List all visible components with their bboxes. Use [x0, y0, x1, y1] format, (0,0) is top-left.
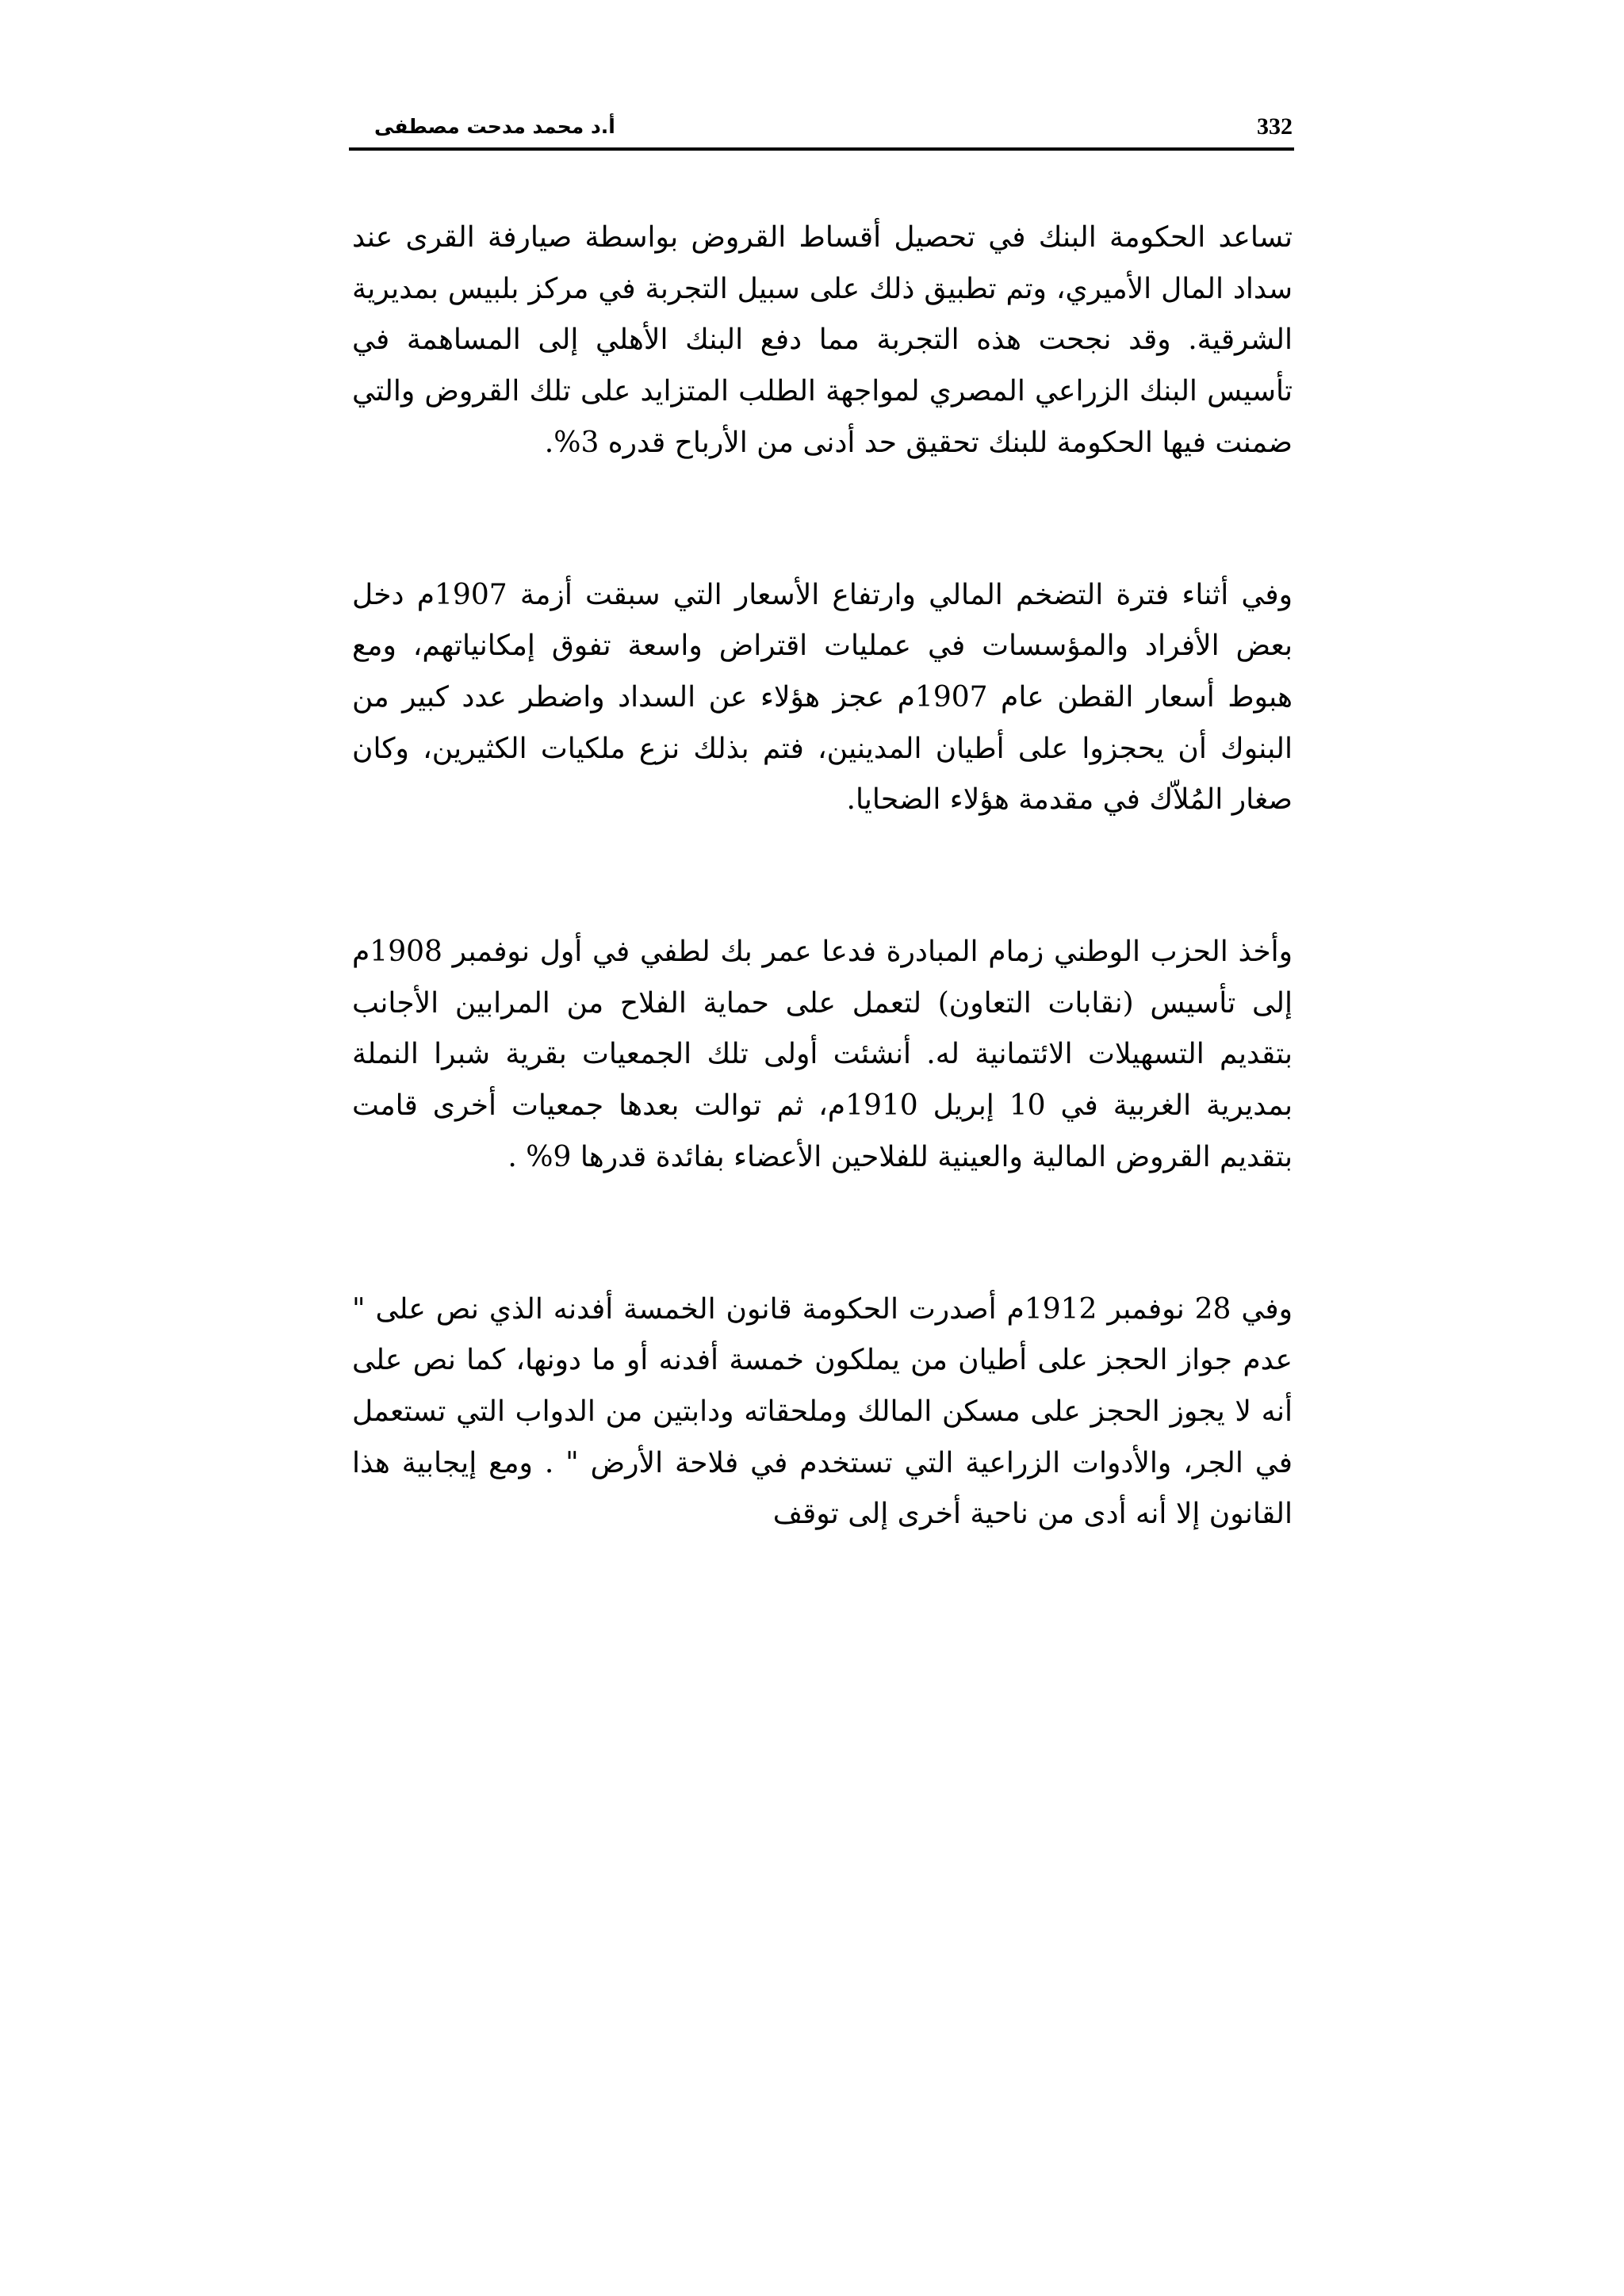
page-number: 332	[1257, 113, 1293, 140]
header-rule	[349, 147, 1294, 151]
body-text	[352, 212, 1293, 1540]
paragraph: وأخذ الحزب الوطني زمام المبادرة فدعا عمر بك لطفي في أول نوفمبر 1908م إلى تأسيس (نقابات التعاون) لتعمل على حماية الفلاح من المرابين الأجانب بتقديم التسهيلات الائتمانية له. أنشئت أولى تلك الجمعيات بقرية شبرا النملة بمديرية الغربية في 10 إبريل 1910م، ثم توالت بعدها جمعيات أخرى قامت بتقديم القروض المالية والعينية للفلاحين الأعضاء بفائدة قدرها 9% .	[352, 936, 1293, 1173]
paragraph: تساعد الحكومة البنك في تحصيل أقساط القروض بواسطة صيارفة القرى عند سداد المال الأميري، وتم تطبيق ذلك على سبيل التجربة في مركز بلبيس بمديرية الشرقية. وقد نجحت هذه التجربة مما دفع البنك الأهلي إلى المساهمة في تأسيس البنك الزراعي المصري لمواجهة الطلب المتزايد على تلك القروض والتي ضمنت فيها الحكومة للبنك تحقيق حد أدنى من الأرباح قدره 3%.	[352, 221, 1293, 459]
running-head-author: أ.د محمد مدحت مصطفى	[374, 115, 615, 138]
page-header	[349, 109, 1293, 149]
paragraph: وفي 28 نوفمبر 1912م أصدرت الحكومة قانون الخمسة أفدنه الذي نص على " عدم جواز الحجز على أطيان من يملكون خمسة أفدنه أو ما دونها، كما نص على أنه لا يجوز الحجز على مسكن المالك وملحقاته ودابتين من الدواب التي تستعمل في الجر، والأدوات الزراعية التي تستخدم في فلاحة الأرض " . ومع إيجابية هذا القانون إلا أنه أدى من ناحية أخرى إلى توقف	[352, 1292, 1293, 1531]
paragraph: وفي أثناء فترة التضخم المالي وارتفاع الأسعار التي سبقت أزمة 1907م دخل بعض الأفراد والمؤسسات في عمليات اقتراض واسعة تفوق إمكانياتهم، ومع هبوط أسعار القطن عام 1907م عجز هؤلاء عن السداد واضطر عدد كبير من البنوك أن يحجزوا على أطيان المدينين، فتم بذلك نزع ملكيات الكثيرين، وكان صغار المُلاّك في مقدمة هؤلاء الضحايا.	[352, 578, 1293, 817]
